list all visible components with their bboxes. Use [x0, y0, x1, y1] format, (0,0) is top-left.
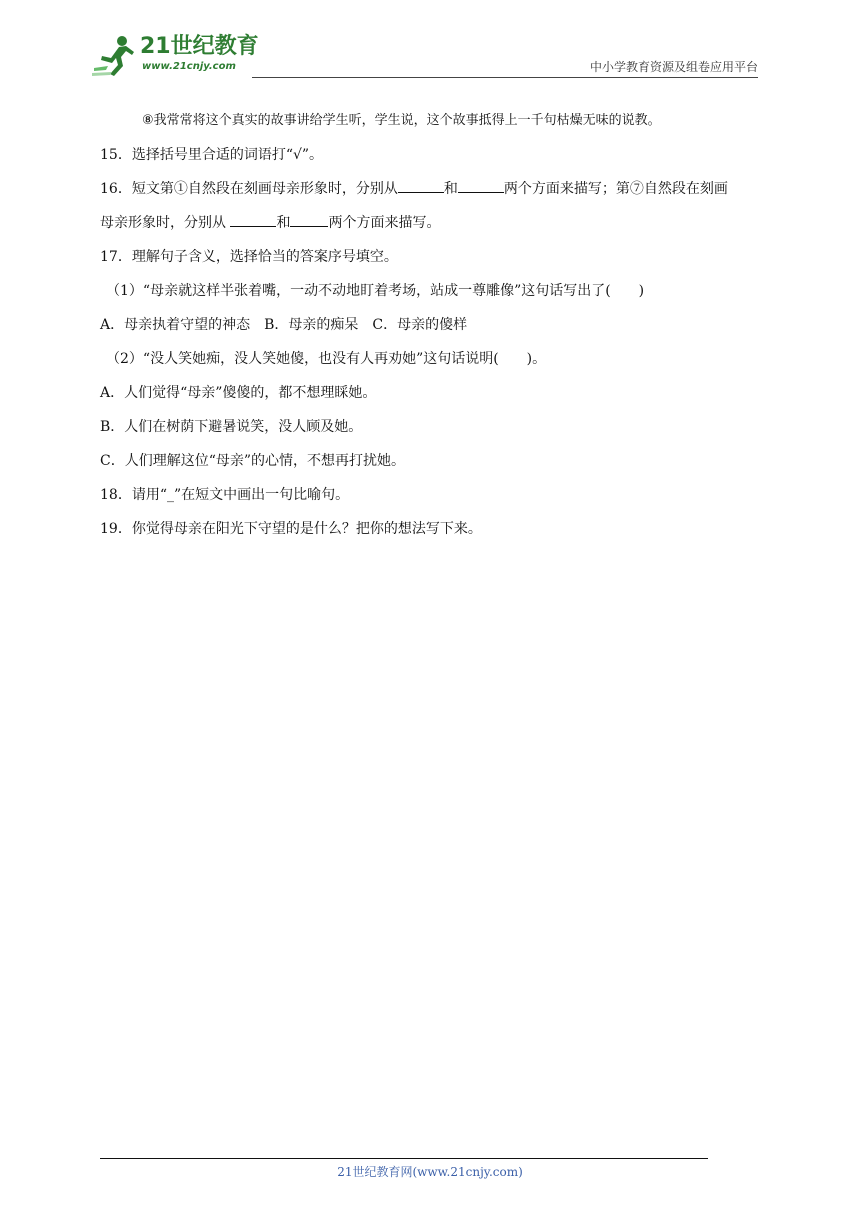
question-15: 15．选择括号里合适的词语打“√”。: [100, 147, 324, 163]
footer-link[interactable]: 21世纪教育网(www.21cnjy.com): [337, 1165, 523, 1179]
site-logo[interactable]: [92, 34, 272, 78]
question-17: 17．理解句子含义，选择恰当的答案序号填空。: [100, 249, 398, 265]
question-17-part-1: （1）“母亲就这样半张着嘴，一动不动地盯着考场，站成一尊雕像”这句话写出了( ): [106, 283, 645, 299]
logo-title: 21世纪教育: [140, 34, 259, 59]
option-a: A．人们觉得“母亲”傻傻的，都不想理睬她。: [100, 385, 377, 401]
page-header: [92, 28, 758, 80]
question-16-text-d: 母亲形象时，分别从: [100, 215, 231, 231]
logo-url: www.21cnjy.com: [142, 61, 236, 72]
answer-blank[interactable]: [398, 176, 444, 193]
question-17-part-2: （2）“没人笑她痴，没人笑她傻，也没有人再劝她”这句话说明( )。: [106, 351, 547, 367]
platform-name: 中小学教育资源及组卷应用平台: [589, 60, 758, 74]
question-16: [100, 172, 766, 206]
option-c: C．人们理解这位“母亲”的心情，不想再打扰她。: [100, 453, 406, 469]
header-divider: [252, 77, 758, 78]
answer-blank[interactable]: [290, 210, 328, 227]
question-16-text-b: 和: [443, 181, 458, 197]
worksheet-body: [100, 104, 766, 546]
runner-icon: [92, 34, 138, 78]
answer-blank[interactable]: [230, 210, 276, 227]
option-b: B．人们在树荫下避暑说笑，没人顾及她。: [100, 419, 363, 435]
paragraph-8: ⑧我常常将这个真实的故事讲给学生听，学生说，这个故事抵得上一千句枯燥无味的说教。: [142, 113, 661, 128]
question-19: 19．你觉得母亲在阳光下守望的是什么？把你的想法写下来。: [100, 521, 482, 537]
answer-blank[interactable]: [458, 176, 504, 193]
question-16-text-a: 16．短文第①自然段在刻画母亲形象时，分别从: [100, 181, 398, 197]
question-18: 18．请用“_”在短文中画出一句比喻句。: [100, 487, 350, 503]
question-16-text-c: 两个方面来描写；第⑦自然段在刻画: [503, 181, 728, 197]
question-17-part-1-options: A．母亲执着守望的神态 B．母亲的痴呆 C．母亲的傻样: [100, 317, 468, 333]
footer-divider: [100, 1158, 708, 1159]
question-16-text-f: 两个方面来描写。: [328, 215, 441, 231]
question-16-continued: [100, 206, 766, 240]
question-16-text-e: 和: [276, 215, 291, 231]
